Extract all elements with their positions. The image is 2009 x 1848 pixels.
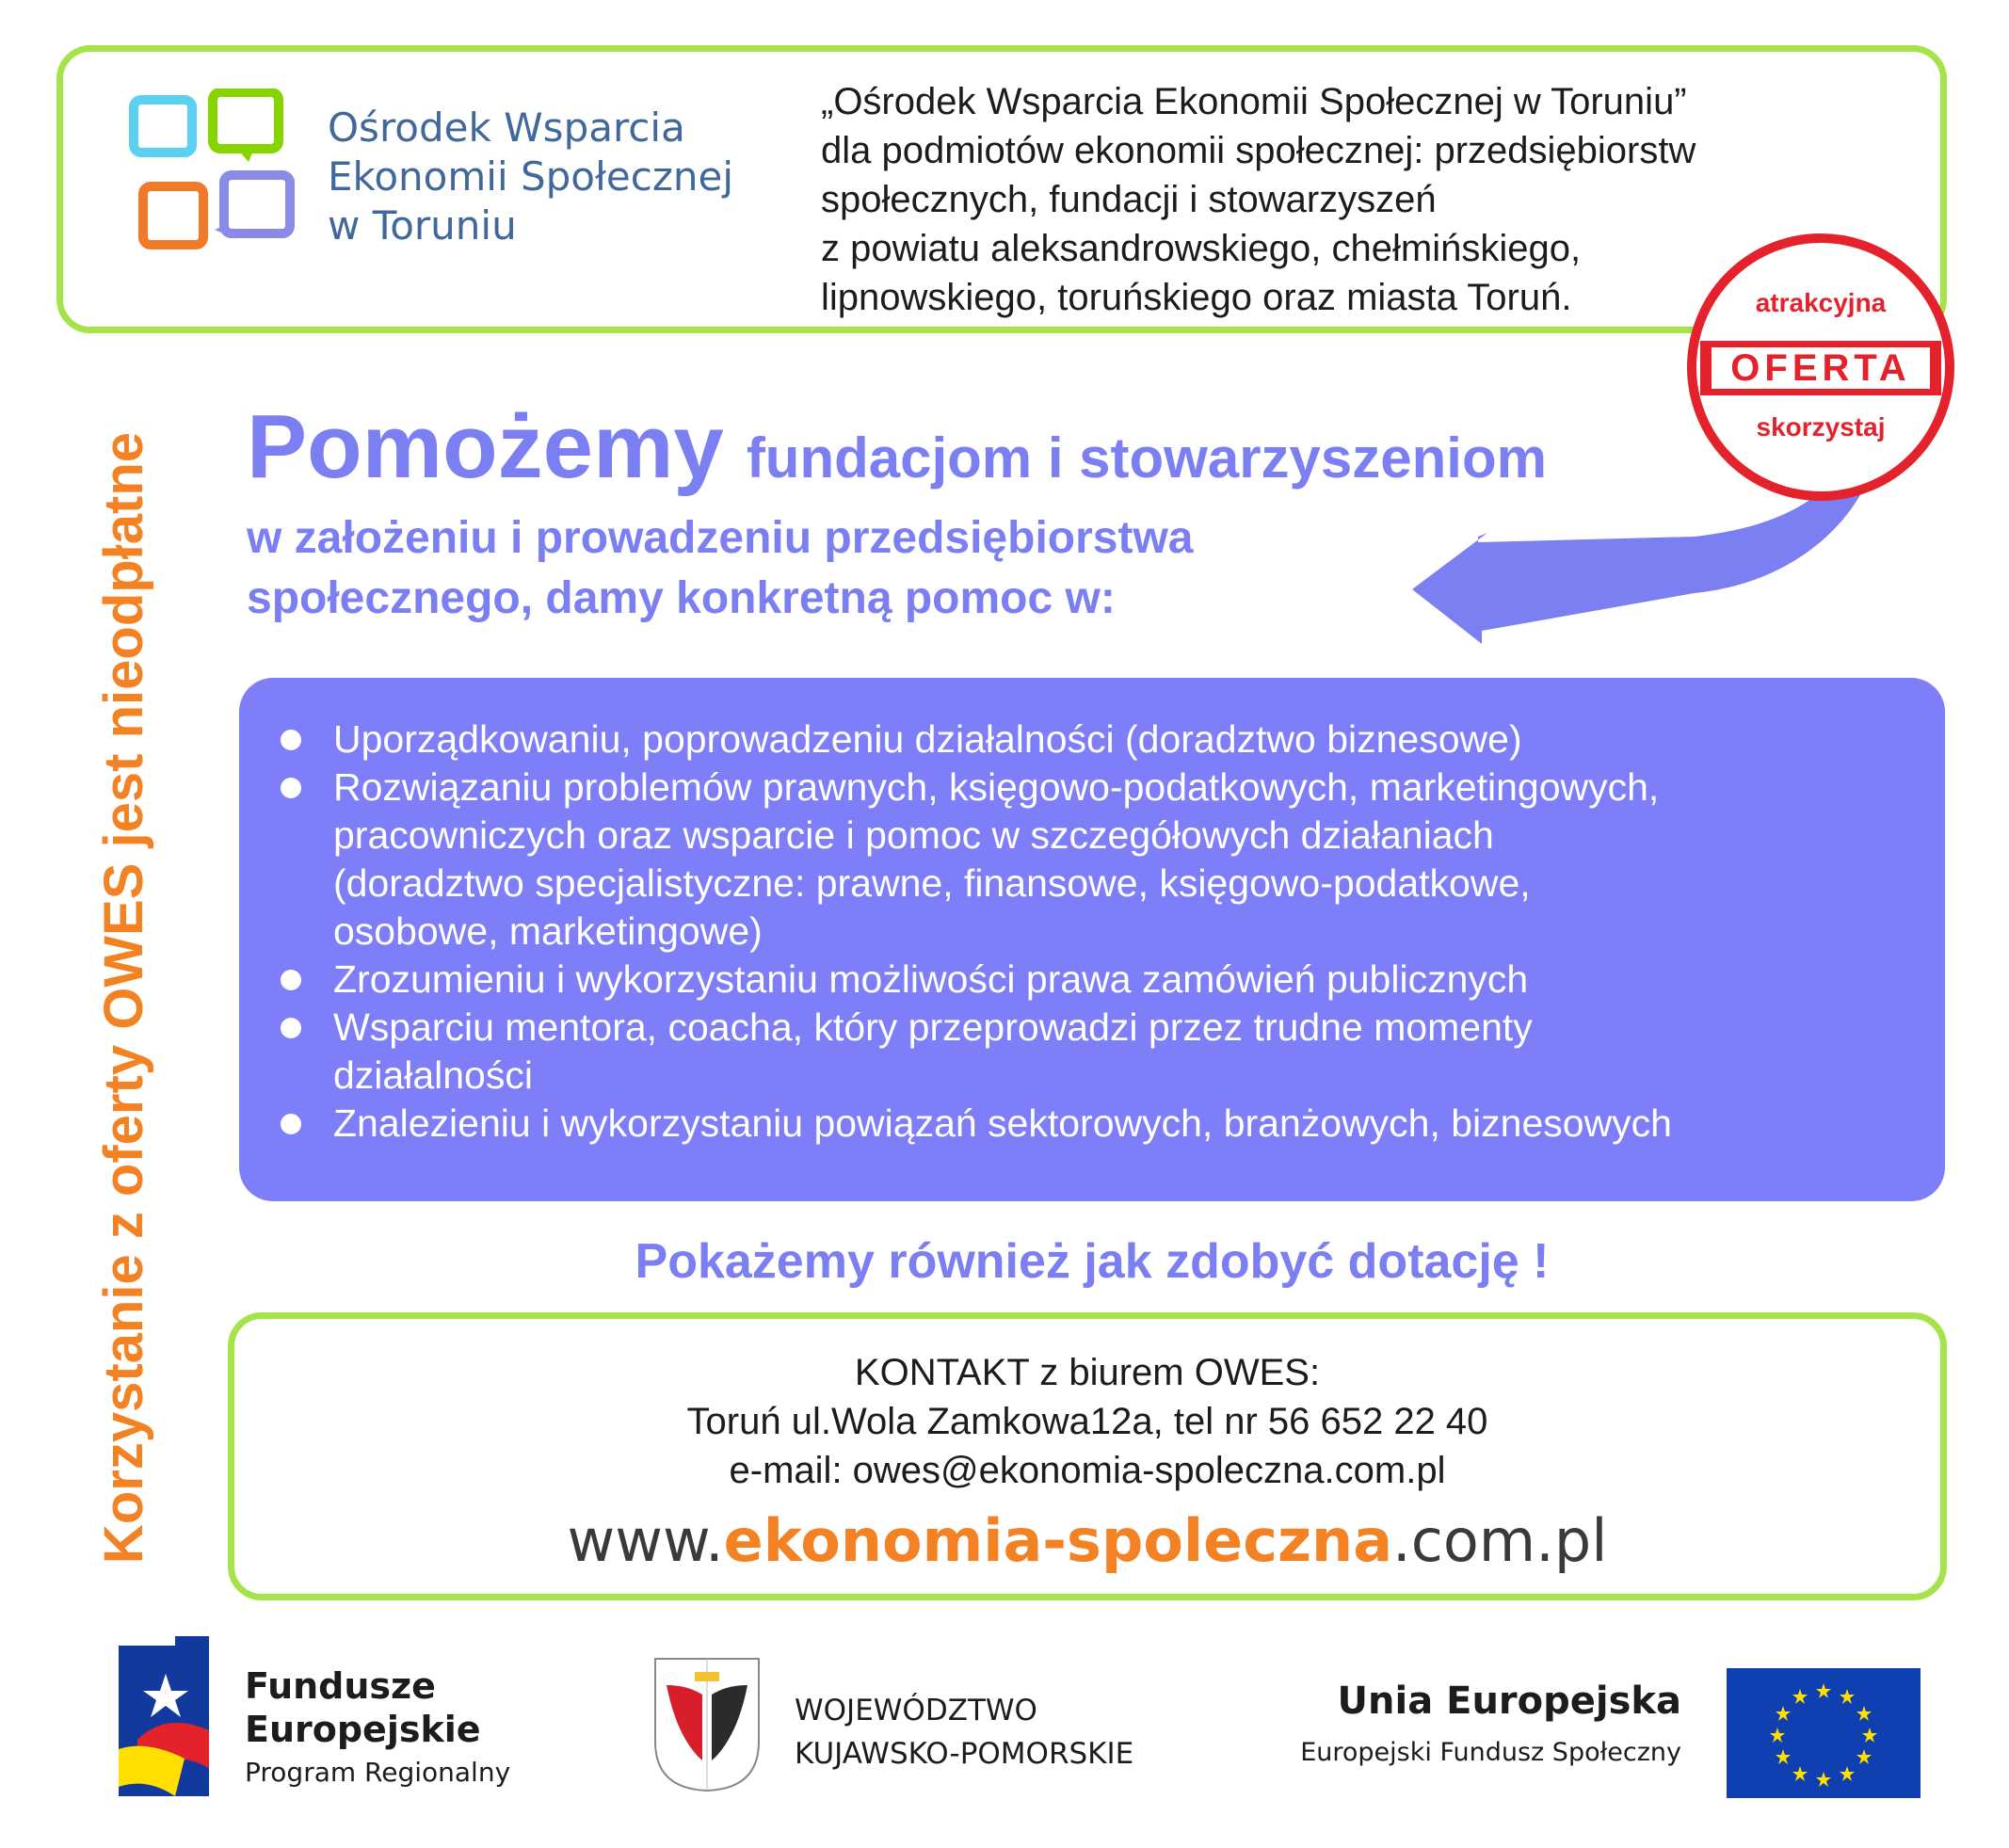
logo-line: Ekonomii Społecznej [328, 153, 734, 200]
osw-logo-icon [128, 88, 316, 254]
list-item-line: osobowe, marketingowe) [333, 909, 763, 953]
description-line: „Ośrodek Wsparcia Ekonomii Społecznej w Toruniu” [821, 81, 1687, 122]
logo-line: w Toruniu [328, 202, 517, 249]
woj-text [795, 1689, 1133, 1776]
website-suffix: .com.pl [1392, 1506, 1608, 1575]
bullet-icon [281, 970, 301, 990]
bullet-icon [281, 1018, 301, 1038]
fe-title-line: Fundusze [245, 1665, 436, 1707]
bullet-icon [281, 778, 301, 798]
list-item-line: Rozwiązaniu problemów prawnych, księgowo-podatkowych, marketingowych, [333, 765, 1660, 809]
fe-title-line: Europejskie [245, 1709, 481, 1750]
subheadline [247, 508, 1376, 629]
fe-subtitle: Program Regionalny [245, 1757, 511, 1788]
woj-line: KUJAWSKO-POMORSKIE [795, 1737, 1134, 1771]
list-item-line: Uporządkowaniu, poprowadzeniu działalności (doradztwo biznesowe) [333, 717, 1522, 761]
bullet-icon [281, 1114, 301, 1134]
website-link[interactable] [228, 1506, 1947, 1575]
list-item-line: Wsparciu mentora, coacha, który przeprowadzi przez trudne momenty [333, 1005, 1533, 1049]
subhead-line: w założeniu i prowadzeniu przedsiębiorstwa [247, 513, 1194, 563]
headline [247, 395, 1547, 499]
ue-subtitle: Europejski Fundusz Społeczny [1300, 1738, 1681, 1767]
list-item [275, 956, 1913, 1004]
list-item [275, 1004, 1913, 1100]
description-line: z powiatu aleksandrowskiego, chełmińskiego, [821, 228, 1582, 269]
list-item [275, 763, 1913, 956]
stamp-middle-text: OFERTA [1712, 347, 1930, 389]
contact-heading: KONTAKT z biurem OWES: [854, 1352, 1321, 1393]
grant-text: Pokażemy również jak zdobyć dotację ! [635, 1234, 1550, 1289]
list-item-line: Zrozumieniu i wykorzystaniu możliwości prawa zamówień publicznych [333, 957, 1529, 1001]
description-line: społecznych, fundacji i stowarzyszeń [821, 179, 1437, 220]
side-text: Korzystanie z oferty OWES jest nieodpłatne [93, 431, 154, 1565]
stamp-top-text: atrakcyjna [1755, 288, 1887, 317]
description-line: dla podmiotów ekonomii społecznej: przedsiębiorstw [821, 130, 1696, 171]
subhead-line: społecznego, damy konkretną pomoc w: [247, 573, 1116, 623]
list-item-line: działalności [333, 1053, 533, 1097]
fe-title [245, 1664, 481, 1751]
ue-title: Unia Europejska [1337, 1679, 1681, 1723]
help-list [275, 715, 1913, 1148]
list-item-line: pracowniczych oraz wsparcie i pomoc w szczegółowych działaniach [333, 813, 1494, 857]
description-line: lipnowskiego, toruńskiego oraz miasta Toruń. [821, 277, 1572, 318]
fundusze-europejskie-flag-icon [119, 1636, 209, 1796]
contact-email[interactable]: e-mail: owes@ekonomia-spoleczna.com.pl [729, 1450, 1446, 1491]
logo-text [328, 104, 779, 250]
kujawsko-pomorskie-coat-of-arms-icon [653, 1657, 761, 1792]
headline-small: fundacjom i stowarzyszeniom [746, 426, 1547, 490]
stamp-bottom-text: skorzystaj [1756, 412, 1886, 442]
logo-line: Ośrodek Wsparcia [328, 104, 685, 151]
list-item [275, 715, 1913, 763]
list-item-line: Znalezieniu i wykorzystaniu powiązań sektorowych, branżowych, biznesowych [333, 1101, 1672, 1145]
list-item-line: (doradztwo specjalistyczne: prawne, finansowe, księgowo-podatkowe, [333, 861, 1531, 905]
website-prefix: www. [567, 1506, 724, 1575]
eu-flag-icon [1727, 1668, 1921, 1798]
woj-line: WOJEWÓDZTWO [795, 1694, 1037, 1727]
headline-big: Pomożemy [247, 396, 724, 497]
bullet-icon [281, 730, 301, 750]
website-main: ekonomia-spoleczna [723, 1506, 1393, 1575]
contact-address[interactable]: Toruń ul.Wola Zamkowa12a, tel nr 56 652 22 40 [686, 1401, 1488, 1442]
list-item [275, 1100, 1913, 1148]
contact-info [228, 1348, 1947, 1495]
